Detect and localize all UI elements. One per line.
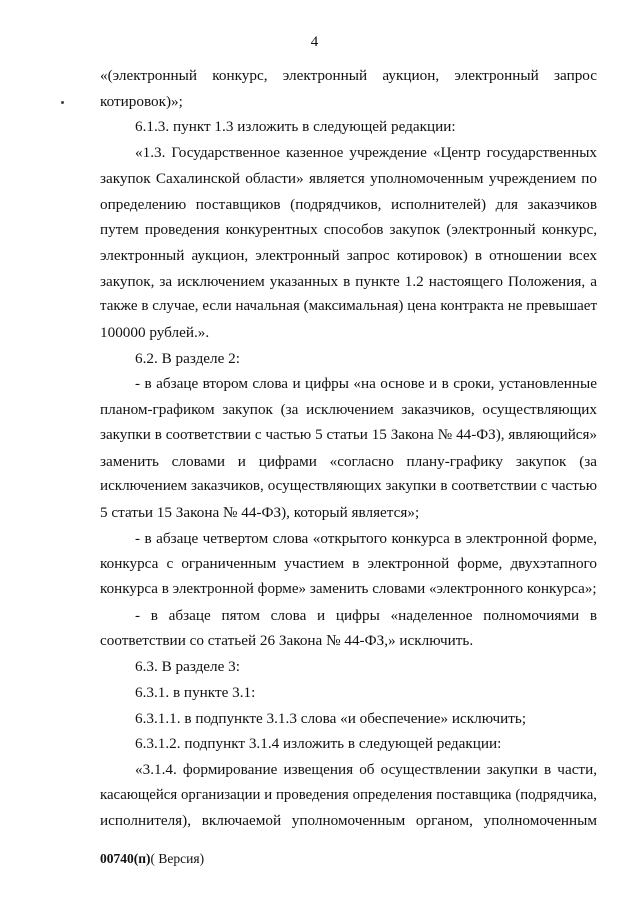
text-line: - в абзаце пятом слова и цифры «наделенное полномочиями в [135, 606, 597, 624]
text-line: закупок Сахалинской области» является уполномоченным учреждением по [100, 169, 597, 187]
text-line: исполнителя), включаемой уполномоченным органом, уполномоченным [100, 812, 597, 830]
text-line: закупок, за исключением указанных в пункте 1.2 настоящего Положения, а [100, 272, 597, 290]
document-code: 00740(п) [100, 851, 151, 866]
text-line: 6.3.1.1. в подпункте 3.1.3 слова «и обеспечение» исключить; [135, 709, 527, 727]
text-line: котировок)»; [100, 92, 183, 110]
text-line: - в абзаце четвертом слова «открытого конкурса в электронной форме, [135, 529, 597, 547]
text-line: «3.1.4. формирование извещения об осуществлении закупки в части, [135, 760, 597, 778]
text-line: 6.3. В разделе 3: [135, 658, 240, 676]
text-line: конкурса в электронной форме» заменить словами «электронного конкурса»; [100, 581, 597, 598]
document-footer [100, 851, 204, 867]
text-line: 6.3.1. в пункте 3.1: [135, 683, 256, 701]
text-line: 6.1.3. пункт 1.3 изложить в следующей редакции: [135, 118, 456, 136]
text-line: заменить словами и цифрами «согласно плану-графику закупок (за [100, 452, 597, 470]
text-line: 5 статьи 15 Закона № 44-ФЗ), который является»; [100, 503, 420, 521]
text-line: закупки в соответствии с частью 5 статьи 15 Закона № 44-ФЗ), являющийся» [100, 426, 597, 443]
document-body [100, 63, 597, 834]
page-number: 4 [310, 34, 319, 50]
text-line: касающейся организации и проведения определения поставщика (подрядчика, [100, 786, 597, 803]
text-line: - в абзаце втором слова и цифры «на основе и в сроки, установленные [135, 375, 597, 393]
text-line: конкурса с ограниченным участием в электронной форме, двухэтапного [100, 555, 597, 573]
text-line: «(электронный конкурс, электронный аукцион, электронный запрос [100, 67, 597, 84]
text-line: исключением заказчиков, осуществляющих закупки в соответствии с частью [100, 478, 597, 495]
text-line: планом-графиком закупок (за исключением заказчиков, осуществляющих [100, 401, 597, 419]
document-version: ( Версия) [150, 851, 205, 866]
text-line: 100000 рублей.». [100, 324, 210, 342]
text-line: 6.3.1.2. подпункт 3.1.4 изложить в следующей редакции: [135, 735, 502, 753]
text-line: 6.2. В разделе 2: [135, 349, 240, 367]
text-line: также в случае, если начальная (максимальная) цена контракта не превышает [100, 298, 597, 315]
text-line: «1.3. Государственное казенное учреждение «Центр государственных [135, 144, 597, 162]
text-line: путем проведения конкурентных способов закупок (электронный конкурс, [100, 221, 597, 239]
scan-speck [61, 101, 64, 104]
text-line: соответствии со статьей 26 Закона № 44-ФЗ,» исключить. [100, 632, 474, 650]
text-line: определению поставщиков (подрядчиков, исполнителей) для заказчиков [100, 195, 597, 213]
text-line: электронный аукцион, электронный запрос котировок) в отношении всех [100, 246, 597, 264]
